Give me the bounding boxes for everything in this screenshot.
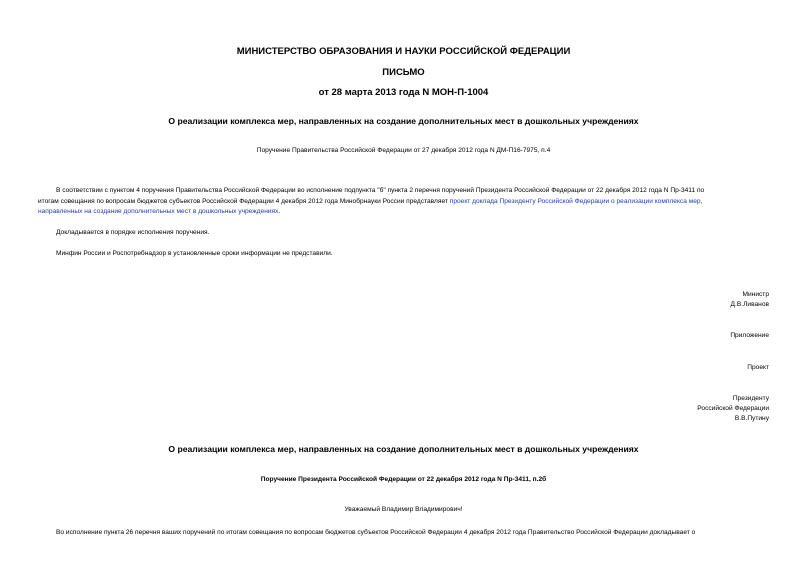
draft-report-link-continued[interactable]: направленных на создание дополнительных мест в дошкольных учреждениях	[38, 208, 279, 215]
government-instruction: Поручение Правительства Российской Федерации от 27 декабря 2012 года N ДМ-П16-7975, п.4	[256, 147, 551, 154]
draft-report-link[interactable]: проект доклада Президенту Российской Федерации о реализации комплекса мер,	[449, 198, 703, 205]
addressee-line-2: Российской Федерации	[697, 405, 769, 412]
addressee-line-3: В.В.Путину	[734, 415, 769, 422]
signature-title: Министр	[742, 291, 769, 298]
paragraph-1-end: .	[278, 208, 281, 215]
appendix-label: Приложение	[730, 332, 769, 339]
ministry-title: МИНИСТЕРСТВО ОБРАЗОВАНИЯ И НАУКИ РОССИЙСКОЙ ФЕДЕРАЦИИ	[236, 46, 571, 57]
greeting: Уважаемый Владимир Владимирович!	[344, 506, 463, 513]
paragraph-1-line-1: В соответствии с пунктом 4 поручения Правительства Российской Федерации во исполнение подпункта "б" пункта 2 перечня поручений Президента Российской Федерации от 22 декабря 2012 года N Пр-3411 по	[56, 187, 705, 194]
document-subject: О реализации комплекса мер, направленных на создание дополнительных мест в дошкольных учреждениях	[168, 116, 639, 126]
paragraph-2: Докладывается в порядке исполнения поручения.	[56, 229, 210, 236]
signature-name: Д.В.Ливанов	[730, 301, 769, 308]
presidential-instruction: Поручение Президента Российской Федерации от 22 декабря 2012 года N Пр-3411, п.2б	[260, 476, 547, 483]
draft-label: Проект	[747, 364, 769, 371]
appendix-paragraph-1: Во исполнение пункта 26 перечня ваших поручений по итогам совещания по вопросам бюджетов субъектов Российской Федерации 4 декабря 2012 года Правительство Российской Федерации докладывает о	[56, 529, 696, 536]
document-date-number: от 28 марта 2013 года N МОН-П-1004	[318, 87, 489, 98]
appendix-subject: О реализации комплекса мер, направленных на создание дополнительных мест в дошкольных учреждениях	[168, 444, 639, 454]
paragraph-3: Минфин России и Роспотребнадзор в установленные сроки информации не представили.	[56, 250, 333, 257]
document-type: ПИСЬМО	[382, 67, 425, 78]
paragraph-1-text: итогам совещания по вопросам бюджетов субъектов Российской Федерации 4 декабря 2012 года Минобрнауки России представляет	[38, 198, 450, 205]
paragraph-1-line-3	[38, 206, 280, 217]
addressee-line-1: Президенту	[732, 395, 769, 402]
